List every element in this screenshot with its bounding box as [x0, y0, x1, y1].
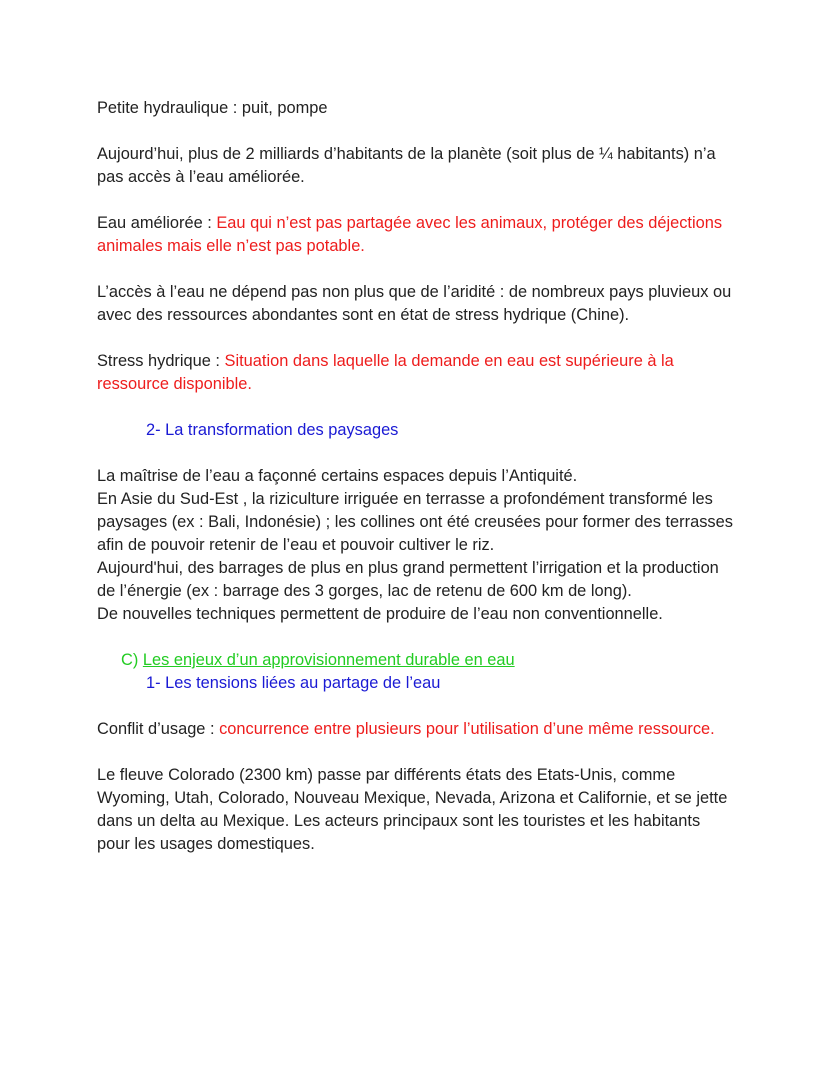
subheading-tensions-partage: [146, 672, 737, 695]
section-heading-prefix: C): [121, 651, 143, 669]
definition-eau-amelioree: [97, 212, 737, 258]
definition-term: Stress hydrique :: [97, 352, 225, 370]
subheading-text: 1- Les tensions liées au partage de l’eau: [146, 674, 441, 692]
paragraph-petite-hydraulique: [97, 97, 737, 120]
section-heading-title: Les enjeux d’un approvisionnement durable en eau: [142, 651, 515, 669]
paragraph-line: Aujourd'hui, des barrages de plus en plus grand permettent l’irrigation et la production de l’énergie (ex : barrage des 3 gorges, lac de retenu de 600 km de long).: [97, 559, 719, 600]
paragraph-text: Le fleuve Colorado (2300 km) passe par différents états des Etats-Unis, comme Wyoming, Utah, Colorado, Nouveau Mexique, Nevada, Arizona et Californie, et se jette dans un delta au Mexique. Les acteurs principaux sont les touristes et les habitants pour les usages domestiques.: [97, 766, 728, 853]
paragraph-text: Petite hydraulique : puit, pompe: [97, 99, 328, 117]
paragraph-line: En Asie du Sud-Est , la riziculture irriguée en terrasse a profondément transformé les paysages (ex : Bali, Indonésie) ; les collines ont été creusées pour former des terrasses afin de pouvoir retenir de l’eau et pouvoir cultiver le riz.: [97, 490, 733, 554]
definition-stress-hydrique: [97, 350, 737, 396]
definition-conflit-usage: [97, 718, 737, 741]
paragraph-maitrise-eau: [97, 465, 737, 626]
definition-text: Situation dans laquelle la demande en eau est supérieure à la ressource disponible.: [97, 352, 674, 393]
document-page: [97, 97, 737, 856]
paragraph-colorado: [97, 764, 737, 856]
paragraph-acces-eau-amelioree: [97, 143, 737, 189]
paragraph-line: De nouvelles techniques permettent de produire de l’eau non conventionnelle.: [97, 605, 663, 623]
paragraph-text: L’accès à l’eau ne dépend pas non plus que de l’aridité : de nombreux pays pluvieux ou avec des ressources abondantes sont en état de stress hydrique (Chine).: [97, 283, 732, 324]
subheading-text: 2- La transformation des paysages: [146, 421, 399, 439]
definition-text: Eau qui n’est pas partagée avec les animaux, protéger des déjections animales mais elle n’est pas potable.: [97, 214, 723, 255]
definition-term: Eau améliorée :: [97, 214, 217, 232]
paragraph-line: La maîtrise de l’eau a façonné certains espaces depuis l’Antiquité.: [97, 467, 578, 485]
paragraph-aridite: [97, 281, 737, 327]
paragraph-text: Aujourd’hui, plus de 2 milliards d’habitants de la planète (soit plus de ¼ habitants) n’a pas accès à l’eau améliorée.: [97, 145, 716, 186]
subheading-transformation-paysages: [146, 419, 737, 442]
definition-term: Conflit d’usage :: [97, 720, 220, 738]
definition-text: concurrence entre plusieurs pour l’utilisation d’une même ressource.: [219, 720, 715, 738]
section-heading-enjeux: [121, 649, 737, 672]
